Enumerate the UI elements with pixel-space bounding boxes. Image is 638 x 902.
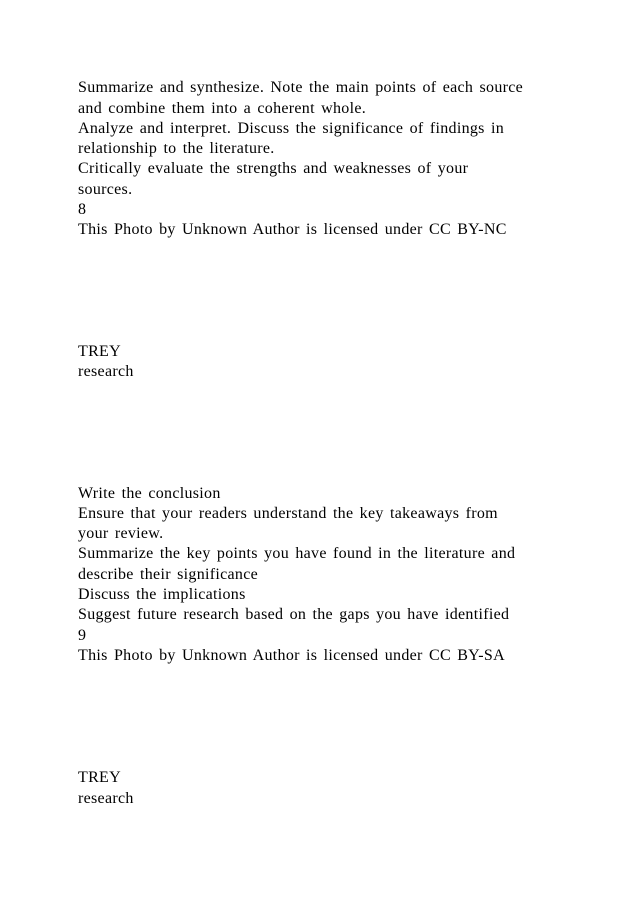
s1-line-2: and combine them into a coherent whole.: [78, 100, 367, 117]
s1-logo-line-2: research: [78, 363, 134, 380]
s2-logo-line-1: TREY: [78, 769, 121, 786]
s1-line-3: Analyze and interpret. Discuss the significance of findings in: [78, 120, 505, 137]
s1-line-4: relationship to the literature.: [78, 140, 275, 157]
s2-logo-line-2: research: [78, 790, 134, 807]
s1-line-5: Critically evaluate the strengths and weaknesses of your: [78, 160, 469, 177]
s1-photo-credit: This Photo by Unknown Author is licensed under CC BY-NC: [78, 221, 507, 238]
s2-page-number: 9: [78, 627, 87, 644]
s1-line-1: Summarize and synthesize. Note the main points of each source: [78, 79, 524, 96]
s2-line-1: Write the conclusion: [78, 485, 221, 502]
s1-logo-line-1: TREY: [78, 343, 121, 360]
s1-page-number: 8: [78, 201, 87, 218]
s2-line-4: Summarize the key points you have found in the literature and: [78, 545, 516, 562]
s2-photo-credit: This Photo by Unknown Author is licensed under CC BY-SA: [78, 647, 505, 664]
s1-line-6: sources.: [78, 181, 133, 198]
s2-line-5: describe their significance: [78, 566, 259, 583]
s2-line-3: your review.: [78, 525, 164, 542]
s2-line-6: Discuss the implications: [78, 586, 246, 603]
s2-line-2: Ensure that your readers understand the key takeaways from: [78, 505, 498, 522]
s2-line-7: Suggest future research based on the gaps you have identified: [78, 606, 510, 623]
